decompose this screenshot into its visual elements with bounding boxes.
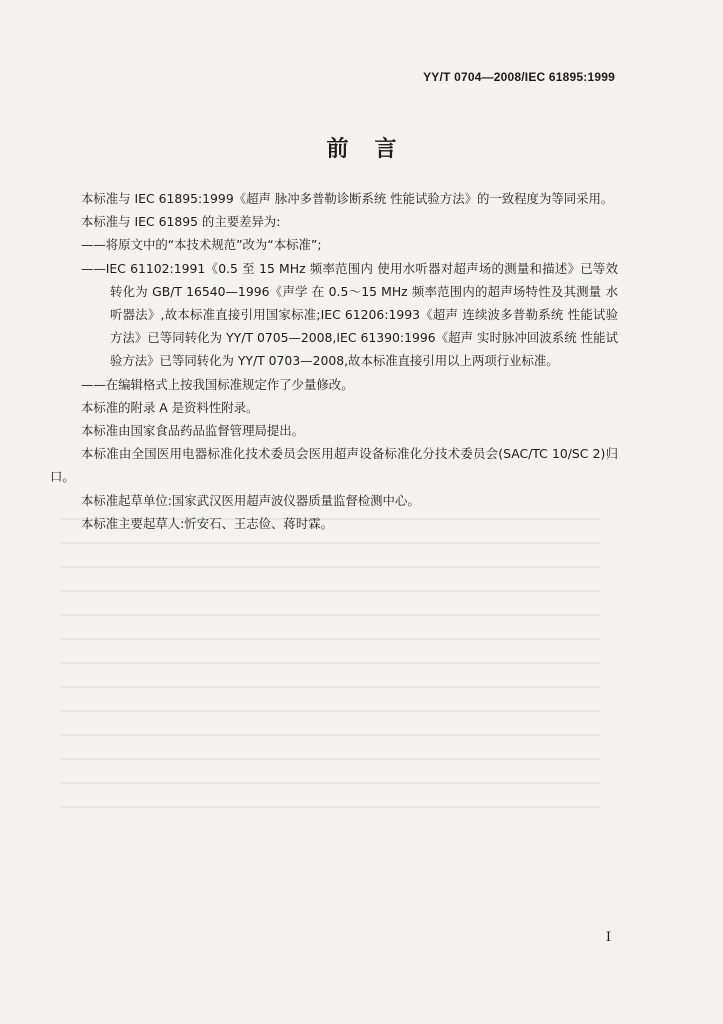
bleed-through-texture <box>60 500 600 830</box>
foreword-body <box>50 187 618 535</box>
list-item-difference-3: ——在编辑格式上按我国标准规定作了少量修改。 <box>81 376 354 392</box>
page-number: I <box>605 930 611 945</box>
paragraph-drafters: 本标准主要起草人:忻安石、王志俭、蒋时霖。 <box>81 515 333 531</box>
paragraph-annex: 本标准的附录 A 是资料性附录。 <box>81 399 259 415</box>
page-title: 前言 <box>326 137 423 162</box>
standard-code: YY/T 0704—2008/IEC 61895:1999 <box>423 70 615 84</box>
list-item-difference-2: ——IEC 61102:1991《0.5 至 15 MHz 频率范围内 使用水听器对超声场的测量和描述》已等效转化为 GB/T 16540—1996《声学 在 0.5～15 MHz 频率范围内的超声场特性及其测量 水听器法》,故本标准直接引用国家标准;IEC 61206:1993《超声 连续波多普勒系统 性能试验方法》已等同转化为 YY/T 0705—2008,IEC 61390:1996《超声 实时脉冲回波系统 性能试验方法》已等同转化为 YY/T 0703—2008,故本标准直接引用以上两项行业标准。 <box>81 260 618 369</box>
paragraph-proposer: 本标准由国家食品药品监督管理局提出。 <box>81 423 305 439</box>
list-item-difference-1: ——将原文中的“本技术规范”改为“本标准”; <box>81 237 322 253</box>
paragraph-committee: 本标准由全国医用电器标准化技术委员会医用超声设备标准化分技术委员会(SAC/TC 10/SC 2)归口。 <box>50 446 618 485</box>
paragraph-drafting-unit: 本标准起草单位:国家武汉医用超声波仪器质量监督检测中心。 <box>81 492 420 508</box>
paragraph-adoption: 本标准与 IEC 61895:1999《超声 脉冲多普勒诊断系统 性能试验方法》的一致程度为等同采用。 <box>81 191 614 206</box>
paragraph-differences-intro: 本标准与 IEC 61895 的主要差异为: <box>81 214 281 230</box>
